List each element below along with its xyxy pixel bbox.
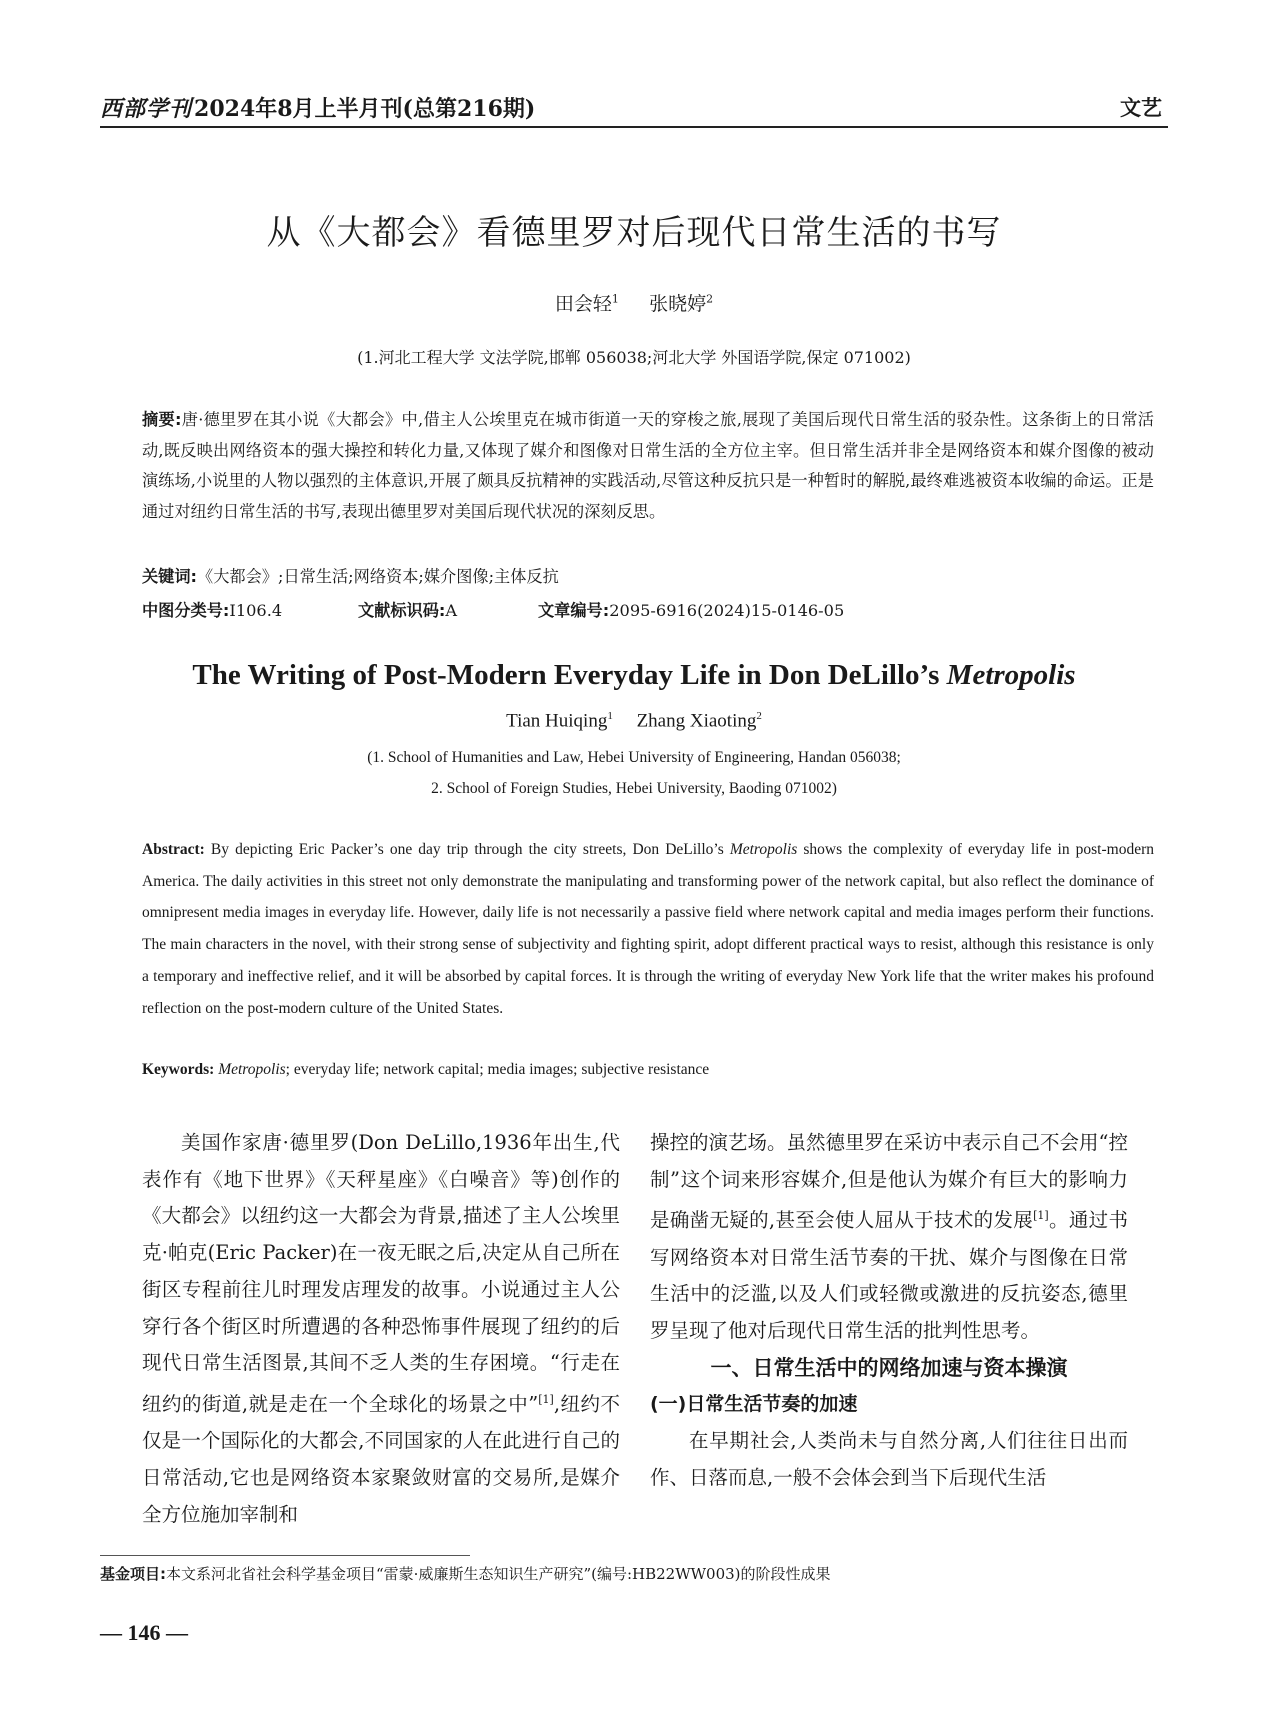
section-heading: 一、日常生活中的网络加速与资本操演	[710, 1355, 1068, 1380]
page-number: — 146 —	[100, 1620, 188, 1645]
doc-value: A	[445, 601, 458, 620]
journal-issue	[100, 92, 535, 123]
subsection-heading: (一)日常生活节奏的加速	[650, 1393, 858, 1416]
footnote-rule	[100, 1555, 470, 1556]
affiliation-cn: (1.河北工程大学 文法学院,邯郸 056038;河北大学 外国语学院,保定 071002)	[357, 348, 911, 367]
title-en-main: The Writing of Post-Modern Everyday Life in Don DeLillo’s	[192, 659, 947, 691]
body-paragraph	[142, 1125, 620, 1533]
abstract-en-text-a: By depicting Eric Packer’s one day trip through the city streets, Don DeLillo’s	[204, 841, 730, 858]
citation-ref: [1]	[538, 1392, 554, 1406]
keywords-cn-text: 《大都会》;日常生活;网络资本;媒介图像;主体反抗	[197, 567, 559, 586]
title-en-italic: Metropolis	[946, 659, 1076, 691]
clc-code	[142, 597, 282, 621]
author-1: 田会轻	[554, 293, 612, 315]
abstract-en-italic: Metropolis	[729, 841, 798, 858]
author-1-affil: 1	[611, 292, 619, 306]
footnote-label: 基金项目:	[100, 1565, 166, 1583]
affiliation-en-line-2: 2. School of Foreign Studies, Hebei University, Baoding 071002)	[431, 780, 837, 797]
article-title-en	[100, 659, 1168, 692]
abstract-en	[142, 834, 1154, 1024]
journal-logo: 西部学刊	[100, 96, 193, 122]
keywords-en-label: Keywords:	[142, 1061, 215, 1078]
body-text: 操控的演艺场。虽然德里罗在采访中表示自己不会用“控制”这个词来形容媒介,但是他认为媒介有巨大的影响力是确凿无疑的,甚至会使人屈从于技术的发展	[650, 1131, 1128, 1232]
author-en-2: Zhang Xiaoting	[636, 710, 757, 732]
abstract-cn-label: 摘要:	[142, 410, 182, 429]
doc-label: 文献标识码:	[358, 601, 446, 620]
authors-cn	[100, 289, 1168, 316]
abstract-cn	[142, 405, 1154, 527]
keywords-cn-label: 关键词:	[142, 567, 198, 586]
running-header	[100, 84, 1168, 124]
clc-value: I106.4	[229, 601, 283, 620]
body-text: ,纽约不仅是一个国际化的大都会,不同国家的人在此进行自己的日常活动,它也是网络资本家聚敛财富的交易所,是媒介全方位施加宰制和	[142, 1392, 620, 1526]
section-tag: 文艺	[1120, 96, 1162, 120]
author-en-2-affil: 2	[756, 710, 762, 722]
footnote-text: 本文系河北省社会科学基金项目“雷蒙·威廉斯生态知识生产研究”(编号:HB22WW003)的阶段性成果	[166, 1565, 831, 1583]
doc-code	[358, 597, 457, 621]
author-2-affil: 2	[706, 292, 714, 306]
art-label: 文章编号:	[538, 601, 610, 620]
keywords-en	[142, 1061, 709, 1079]
keywords-cn	[142, 563, 559, 587]
funding-footnote	[100, 1563, 1168, 1584]
body-column-left	[142, 1125, 620, 1533]
abstract-cn-text: 唐·德里罗在其小说《大都会》中,借主人公埃里克在城市街道一天的穿梭之旅,展现了美国后现代日常生活的驳杂性。这条街上的日常活动,既反映出网络资本的强大操控和转化力量,又体现了媒介和图像对日常生活的全方位主宰。但日常生活并非全是网络资本和媒介图像的被动演练场,小说里的人物以强烈的主体意识,开展了颇具反抗精神的实践活动,尽管这种反抗只是一种暂时的解脱,最终难逃被资本收编的命运。正是通过对纽约日常生活的书写,表现出德里罗对美国后现代状况的深刻反思。	[142, 410, 1154, 521]
art-value: 2095-6916(2024)15-0146-05	[609, 601, 845, 620]
article-number	[538, 597, 844, 621]
author-en-1-affil: 1	[607, 710, 613, 722]
body-paragraph: 在早期社会,人类尚未与自然分离,人们往往日出而作、日落而息,一般不会体会到当下后现代生活	[650, 1429, 1128, 1489]
body-column-right	[650, 1125, 1128, 1497]
author-en-1: Tian Huiqing	[506, 710, 608, 732]
author-2: 张晓婷	[649, 293, 707, 315]
abstract-en-text-b: shows the complexity of everyday life in post-modern America. The daily activities in this street not only demonstrate the manipulating and transforming power of the network capital, but also reflect the dominance of omnipresent media images in everyday life. However, daily life is not necessarily a passive field where network capital and media images perform their functions. The main characters in the novel, with their strong sense of subjectivity and fighting spirit, adopt different practical ways to resist, although this resistance is only a temporary and ineffective relief, and it will be absorbed by capital forces. It is through the writing of everyday New York life that the writer makes his profound reflection on the post-modern culture of the United States.	[142, 841, 1155, 1017]
citation-ref: [1]	[1033, 1209, 1049, 1223]
clc-label: 中图分类号:	[142, 601, 230, 620]
authors-en	[100, 710, 1168, 732]
body-text: 。通过书写网络资本对日常生活节奏的干扰、媒介与图像在日常生活中的泛滥,以及人们或轻微或激进的反抗姿态,德里罗呈现了他对后现代日常生活的批判性思考。	[650, 1208, 1128, 1343]
classification-line	[142, 597, 1154, 621]
keywords-en-italic: Metropolis	[218, 1061, 286, 1078]
body-text: 美国作家唐·德里罗(Don DeLillo,1936年出生,代表作有《地下世界》《天秤星座》《白噪音》等)创作的《大都会》以纽约这一大都会为背景,描述了主人公埃里克·帕克(Eric Packer)在一夜无眠之后,决定从自己所在街区专程前往儿时理发店理发的故事。小说通过主人公穿行各个街区时所遭遇的各种恐怖事件展现了纽约的后现代日常生活图景,其间不乏人类的生存困境。“行走在纽约的街道,就是走在一个全球化的场景之中”	[142, 1131, 620, 1416]
abstract-en-label: Abstract:	[142, 841, 205, 858]
header-rule	[100, 126, 1168, 128]
article-title: 从《大都会》看德里罗对后现代日常生活的书写	[266, 213, 1002, 253]
keywords-en-text: ; everyday life; network capital; media images; subjective resistance	[285, 1061, 710, 1078]
issue-label: 2024年8月上半月刊(总第216期)	[194, 96, 536, 122]
body-paragraph	[650, 1125, 1128, 1350]
affiliation-en-line-1: (1. School of Humanities and Law, Hebei University of Engineering, Handan 056038;	[367, 749, 901, 766]
